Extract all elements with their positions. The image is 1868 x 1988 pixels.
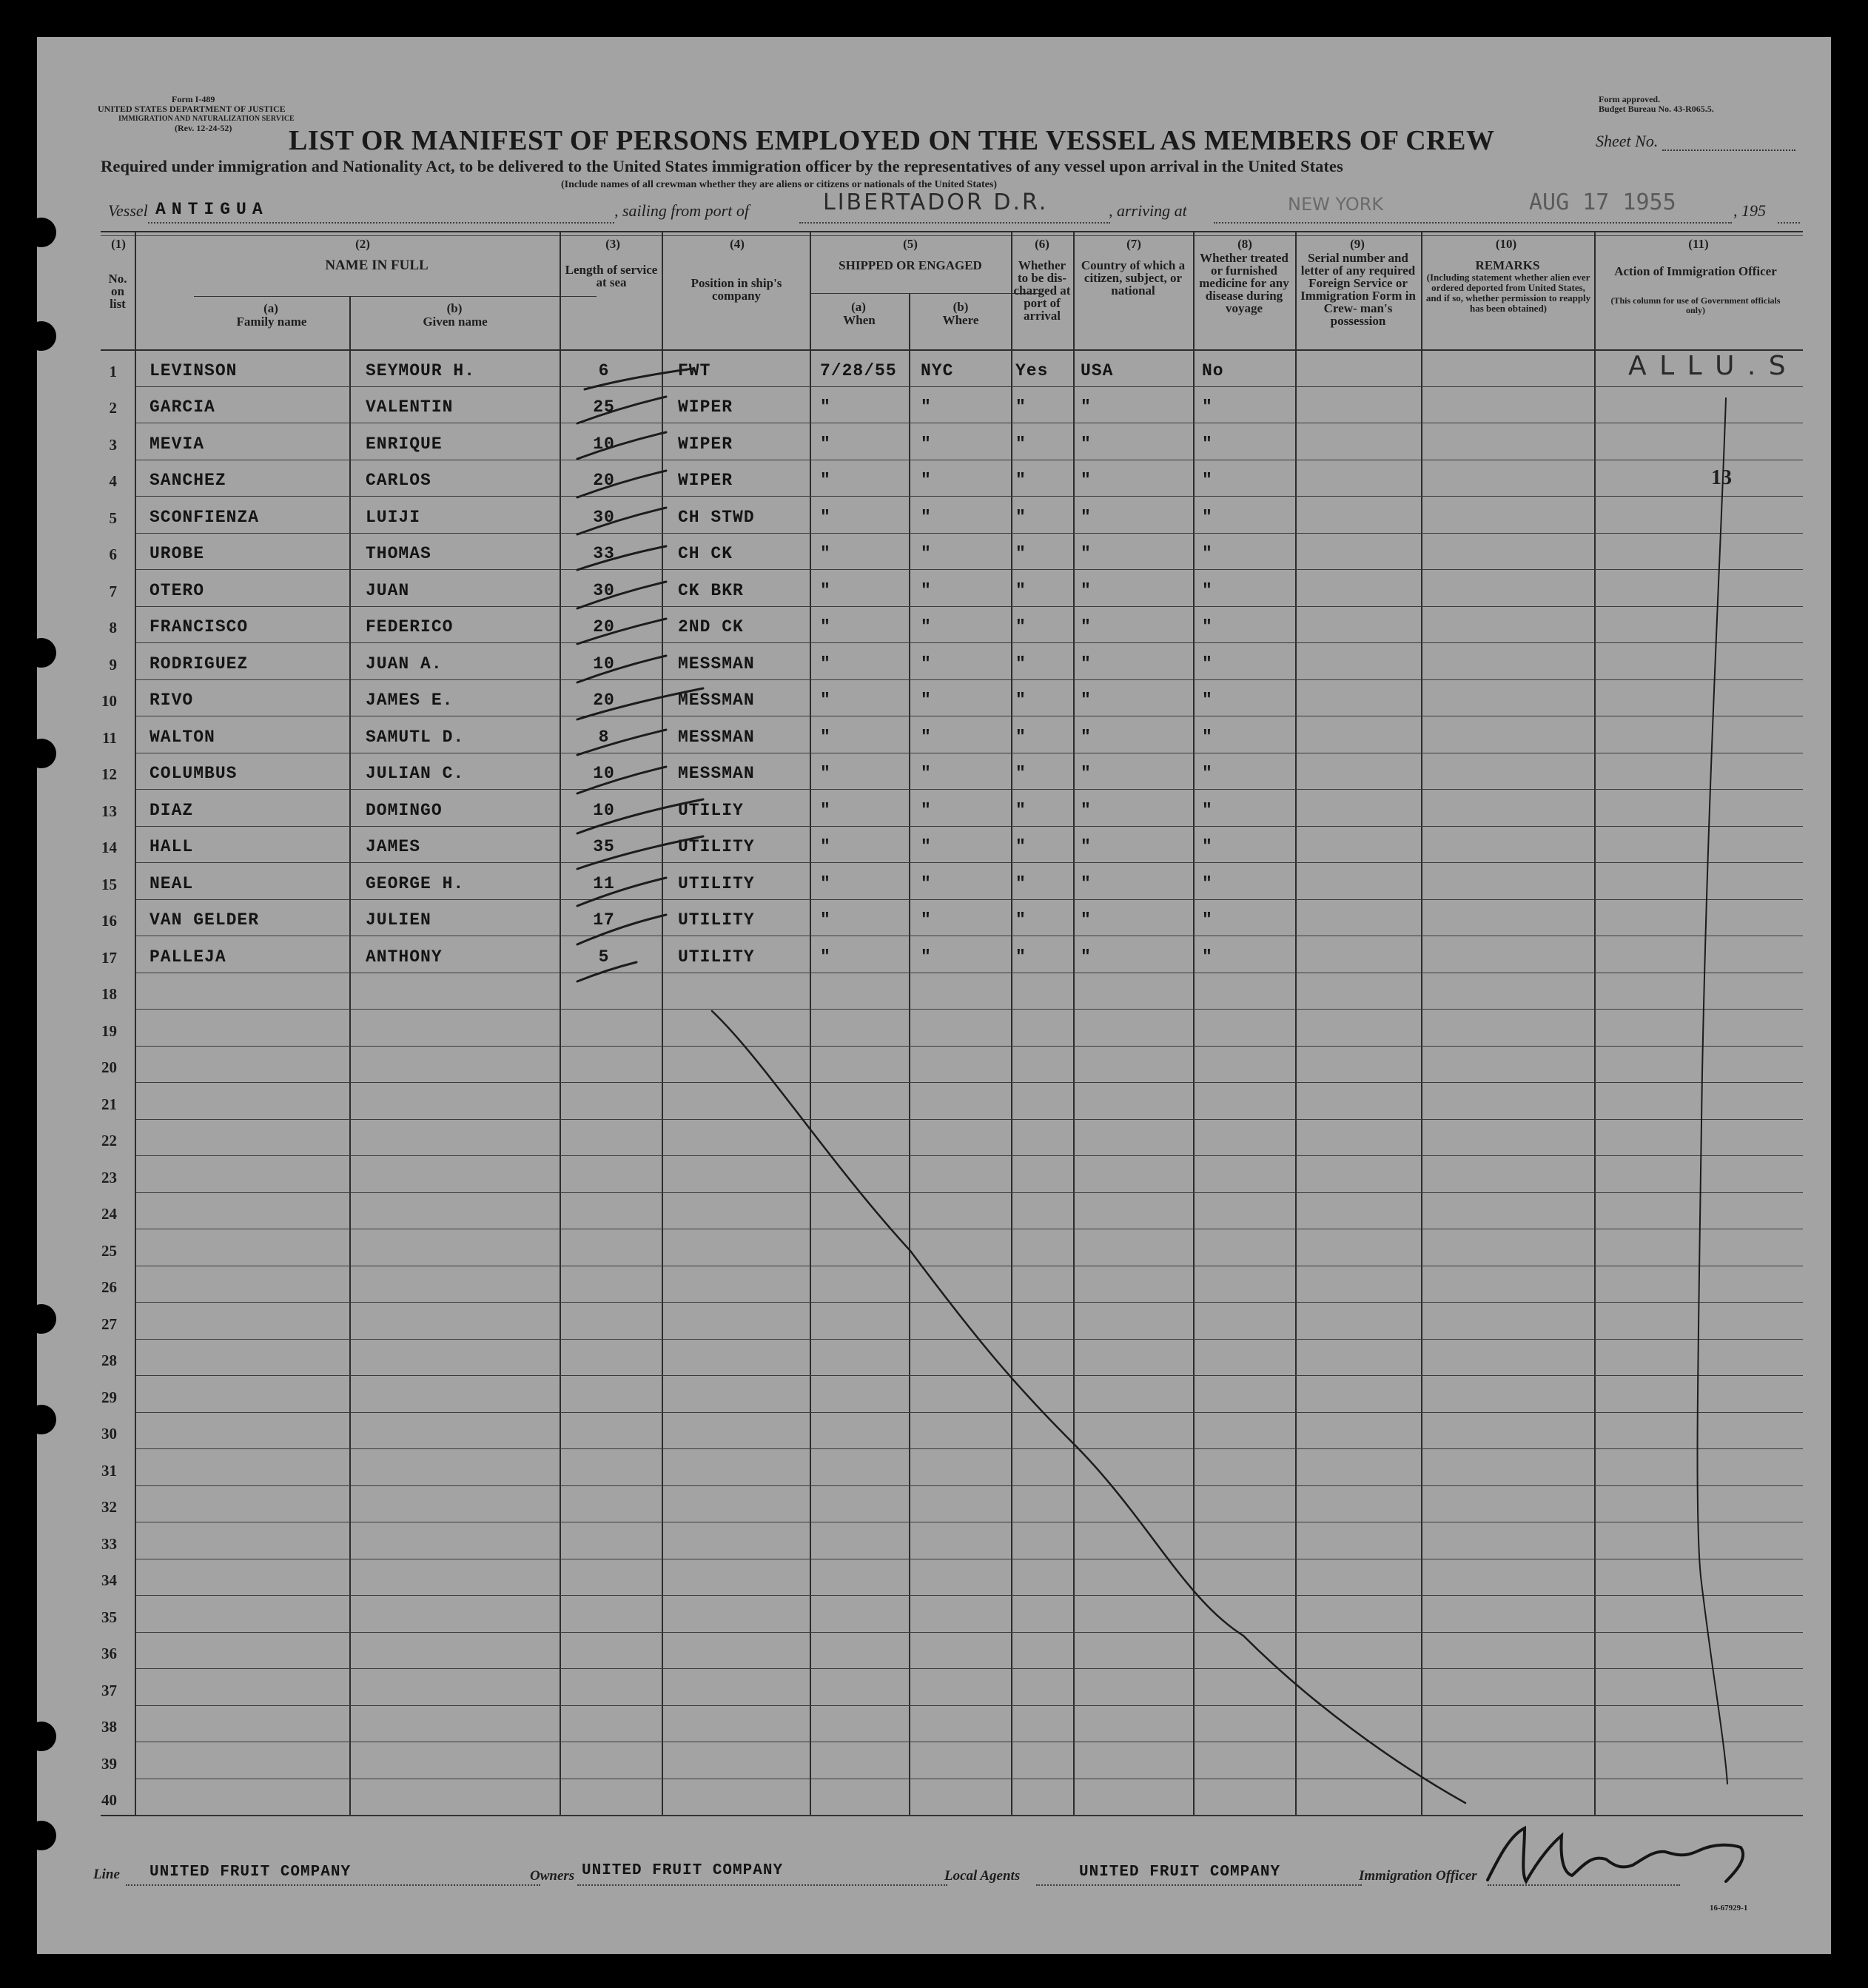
row-number: 18 [101,985,117,1003]
crew-shipped-when: " [820,544,831,563]
crew-shipped-where: " [921,434,932,454]
crew-shipped-when: " [820,471,831,490]
row-number: 39 [101,1754,117,1773]
line-company: UNITED FRUIT COMPANY [149,1864,352,1881]
row-number: 22 [101,1132,117,1149]
row-number: 40 [101,1791,117,1809]
col5-header: SHIPPED OR ENGAGED [839,258,982,272]
crew-citizenship-country: " [1081,691,1092,710]
crew-shipped-where: NYC [921,360,954,380]
row-number: 7 [109,582,117,600]
crew-service-length: 6 [598,360,610,380]
row-number: 37 [101,1681,117,1699]
col4-header: Position in ship's company [691,276,782,303]
col5a-header: When [843,313,876,327]
crew-shipped-when: " [820,580,831,600]
crew-position: CK BKR [678,580,744,600]
crew-family-name: DIAZ [149,800,194,820]
crew-medicine-status: " [1202,617,1213,637]
row-number: 4 [109,472,117,490]
crew-citizenship-country: " [1081,800,1092,820]
row-number: 15 [101,875,117,893]
crew-shipped-when: " [820,837,831,856]
crew-position: CH CK [678,544,733,563]
crew-discharge-status: " [1015,691,1027,710]
crew-position: WIPER [678,471,733,490]
crew-medicine-status: " [1202,471,1213,490]
col5-number: (5) [903,237,918,251]
row-number: 27 [101,1314,117,1333]
col11-header: Action of Immigration Officer [1614,264,1777,278]
form-approved: Form approved. [1599,94,1661,104]
crew-medicine-status: " [1202,397,1213,417]
row-number: 12 [101,765,117,783]
col8-number: (8) [1237,237,1252,251]
crew-family-name: PALLEJA [149,947,226,967]
crew-given-name: ENRIQUE [366,434,443,454]
row-number: 35 [101,1608,117,1626]
crew-given-name: ANTHONY [366,947,443,967]
crew-position: MESSMAN [678,691,755,710]
crew-shipped-where: " [921,471,932,490]
crew-service-length: 20 [593,691,615,710]
row-number: 3 [109,435,117,454]
crew-shipped-when: " [820,910,831,930]
crew-given-name: GEORGE H. [366,873,465,893]
row-number: 21 [101,1095,117,1113]
crew-medicine-status: " [1202,910,1213,930]
crew-family-name: FRANCISCO [149,617,249,637]
row-number: 19 [101,1021,117,1040]
row-number: 34 [101,1571,117,1589]
col6-header: Whether to be dis- charged at port of arrival [1013,258,1071,323]
col2-header: NAME IN FULL [325,258,429,273]
col2b-header: Given name [423,315,488,329]
crew-discharge-status: " [1015,654,1027,674]
crew-citizenship-country: " [1081,580,1092,600]
local-agents-company: UNITED FRUIT COMPANY [1079,1864,1281,1881]
crew-medicine-status: No [1202,360,1224,380]
crew-discharge-status: " [1015,727,1027,747]
crew-citizenship-country: " [1081,837,1092,856]
crew-family-name: SANCHEZ [149,471,226,490]
budget-number: Budget Bureau No. 43-R065.5. [1599,104,1714,114]
crew-family-name: NEAL [149,873,194,893]
row-number: 38 [101,1718,117,1736]
row-number: 31 [101,1461,117,1480]
row-number: 36 [101,1645,117,1662]
col2-number: (2) [355,237,370,251]
crew-family-name: SCONFIENZA [149,507,260,527]
col5a-number: (a) [851,300,866,314]
crew-shipped-where: " [921,910,932,930]
crew-discharge-status: " [1015,800,1027,820]
col3-number: (3) [605,237,620,251]
crew-service-length: 35 [593,837,615,856]
service-name: IMMIGRATION AND NATURALIZATION SERVICE [118,115,295,123]
crew-shipped-when: " [820,691,831,710]
sheet-number-label: Sheet No. [1596,132,1659,150]
crew-family-name: UROBE [149,544,205,563]
crew-citizenship-country: USA [1081,360,1114,380]
print-code: 16-67929-1 [1710,1904,1748,1913]
crew-citizenship-country: " [1081,910,1092,930]
local-agents-label: Local Agents [944,1868,1021,1884]
crew-discharge-status: " [1015,837,1027,856]
crew-service-length: 20 [593,471,615,490]
arrival-date: AUG 17 1955 [1529,189,1676,215]
col4-number: (4) [730,237,745,251]
crew-service-length: 10 [593,654,615,674]
crew-shipped-when: " [820,507,831,527]
col3-header: Length of service at sea [565,263,658,289]
form-title: LIST OR MANIFEST OF PERSONS EMPLOYED ON THE VESSEL AS MEMBERS OF CREW [289,125,1495,156]
crew-shipped-when: " [820,434,831,454]
row-number: 28 [101,1351,117,1369]
crew-family-name: LEVINSON [149,360,238,380]
row-number: 13 [101,802,117,820]
revision-date: (Rev. 12-24-52) [175,123,232,133]
vessel-name: ANTIGUA [155,200,269,219]
crew-family-name: WALTON [149,727,215,747]
crew-shipped-where: " [921,580,932,600]
row-number: 11 [102,728,117,747]
row-number: 16 [101,912,117,930]
crew-given-name: SEYMOUR H. [366,360,476,380]
crew-family-name: RODRIGUEZ [149,654,249,674]
crew-given-name: JAMES E. [366,691,454,710]
crew-medicine-status: " [1202,800,1213,820]
form-note: (Include names of all crewman whether they are aliens or citizens or nationals of the United States) [561,179,997,190]
crew-citizenship-country: " [1081,764,1092,783]
col6-number: (6) [1035,237,1049,251]
vessel-label: Vessel [108,201,148,220]
crew-position: UTILITY [678,837,755,856]
departure-port: LIBERTADOR D.R. [823,189,1049,215]
col11-subheader: (This column for use of Government officials only) [1610,295,1781,315]
crew-shipped-where: " [921,873,932,893]
crew-family-name: COLUMBUS [149,764,238,783]
crew-medicine-status: " [1202,544,1213,563]
manifest-sheet [37,37,1831,1954]
col1-header: No. on list [108,272,127,311]
col10-header: REMARKS [1475,258,1540,272]
crew-position: MESSMAN [678,727,755,747]
crew-given-name: JUAN [366,580,410,600]
col1-number: (1) [111,237,126,251]
crew-shipped-where: " [921,800,932,820]
crew-medicine-status: " [1202,837,1213,856]
crew-given-name: VALENTIN [366,397,454,417]
arriving-at-label: , arriving at [1109,201,1187,220]
crew-discharge-status: Yes [1015,360,1049,380]
crew-service-length: 11 [593,873,615,893]
immigration-officer-label: Immigration Officer [1359,1868,1477,1884]
crew-shipped-when: " [820,947,831,967]
col2b-number: (b) [446,301,463,315]
crew-shipped-when: 7/28/55 [820,360,897,380]
crew-shipped-where: " [921,691,932,710]
crew-given-name: SAMUTL D. [366,727,465,747]
count-mark: 13 [1711,466,1732,489]
crew-discharge-status: " [1015,764,1027,783]
crew-position: WIPER [678,397,733,417]
crew-discharge-status: " [1015,910,1027,930]
crew-citizenship-country: " [1081,397,1092,417]
crew-position: CH STWD [678,507,755,527]
crew-citizenship-country: " [1081,471,1092,490]
crew-service-length: 33 [593,544,615,563]
col10-number: (10) [1495,237,1517,251]
crew-family-name: OTERO [149,580,205,600]
row-number: 1 [109,362,117,380]
crew-position: UTILIY [678,800,744,820]
crew-shipped-when: " [820,617,831,637]
crew-shipped-where: " [921,617,932,637]
crew-citizenship-country: " [1081,544,1092,563]
crew-position: UTILITY [678,947,755,967]
crew-citizenship-country: " [1081,434,1092,454]
crew-position: UTILITY [678,873,755,893]
crew-service-length: 10 [593,800,615,820]
form-number: Form I-489 [172,94,215,104]
crew-medicine-status: " [1202,654,1213,674]
crew-shipped-where: " [921,654,932,674]
crew-shipped-when: " [820,764,831,783]
year-label: , 195 [1733,201,1766,220]
crew-family-name: GARCIA [149,397,215,417]
crew-service-length: 25 [593,397,615,417]
crew-citizenship-country: " [1081,873,1092,893]
col8-header: Whether treated or furnished medicine for any disease during voyage [1199,251,1289,315]
row-number: 5 [109,508,117,527]
row-number: 26 [101,1278,117,1296]
crew-discharge-status: " [1015,471,1027,490]
crew-given-name: FEDERICO [366,617,454,637]
crew-discharge-status: " [1015,873,1027,893]
crew-service-length: 10 [593,764,615,783]
crew-shipped-where: " [921,764,932,783]
crew-medicine-status: " [1202,947,1213,967]
crew-shipped-when: " [820,397,831,417]
crew-given-name: JULIAN C. [366,764,465,783]
col11-number: (11) [1688,237,1709,251]
sailing-from-label: , sailing from port of [614,201,749,220]
crew-family-name: HALL [149,837,194,856]
col5b-header: Where [942,313,979,327]
crew-medicine-status: " [1202,764,1213,783]
crew-shipped-when: " [820,654,831,674]
crew-discharge-status: " [1015,617,1027,637]
crew-citizenship-country: " [1081,947,1092,967]
crew-position: UTILITY [678,910,755,930]
crew-medicine-status: " [1202,507,1213,527]
row-number: 30 [101,1425,117,1443]
row-number: 33 [101,1534,117,1553]
crew-shipped-when: " [820,727,831,747]
agency-name: UNITED STATES DEPARTMENT OF JUSTICE [98,104,286,114]
crew-shipped-when: " [820,873,831,893]
crew-citizenship-country: " [1081,654,1092,674]
col9-number: (9) [1350,237,1365,251]
crew-shipped-where: " [921,837,932,856]
crew-position: WIPER [678,434,733,454]
crew-medicine-status: " [1202,691,1213,710]
crew-discharge-status: " [1015,397,1027,417]
owners-label: Owners [530,1868,575,1884]
crew-discharge-status: " [1015,434,1027,454]
crew-given-name: DOMINGO [366,800,443,820]
row-number: 25 [101,1241,117,1260]
row-number: 8 [109,619,117,637]
crew-shipped-where: " [921,727,932,747]
crew-given-name: JAMES [366,837,421,856]
col7-header: Country of which a citizen, subject, or national [1081,258,1186,298]
crew-position: MESSMAN [678,764,755,783]
crew-discharge-status: " [1015,580,1027,600]
officer-signature [37,37,1831,1954]
row-number: 6 [109,545,117,563]
crew-service-length: 30 [593,507,615,527]
crew-family-name: MEVIA [149,434,205,454]
row-number: 2 [109,399,117,417]
row-number: 29 [101,1388,117,1406]
row-number: 20 [101,1058,117,1076]
crew-citizenship-country: " [1081,507,1092,527]
crew-service-length: 5 [598,947,610,967]
crew-service-length: 20 [593,617,615,637]
crew-shipped-where: " [921,947,932,967]
crew-service-length: 8 [598,727,610,747]
col2a-number: (a) [263,301,278,315]
crew-service-length: 10 [593,434,615,454]
crew-given-name: THOMAS [366,544,431,563]
col9-header: Serial number and letter of any required Foreign Service or Immigration Form in Crew- man's possession [1300,251,1416,328]
owners-company: UNITED FRUIT COMPANY [582,1862,784,1879]
crew-discharge-status: " [1015,544,1027,563]
crew-position: 2ND CK [678,617,744,637]
col2a-header: Family name [236,315,307,329]
form-subtitle: Required under immigration and Nationality Act, to be delivered to the United States immigration officer by the representatives of any vessel upon arrival in the United States [101,157,1343,175]
crew-given-name: LUIJI [366,507,421,527]
col10-subheader: (Including statement whether alien ever ordered deported from United States, and if so, whether permission to reapply has been obtained) [1425,272,1591,314]
row-number: 14 [101,839,117,856]
crew-shipped-where: " [921,507,932,527]
row-number: 9 [109,655,117,674]
row-number: 32 [101,1498,117,1516]
crew-citizenship-country: " [1081,727,1092,747]
row-number: 17 [101,948,117,967]
crew-shipped-when: " [820,800,831,820]
crew-given-name: JULIEN [366,910,431,930]
crew-shipped-where: " [921,397,932,417]
crew-given-name: CARLOS [366,471,431,490]
crew-medicine-status: " [1202,873,1213,893]
crew-service-length: 17 [593,910,615,930]
col5b-number: (b) [953,300,969,314]
action-mark: A L L U . S [1628,351,1788,381]
col7-number: (7) [1126,237,1141,251]
row-number: 23 [101,1168,117,1186]
crew-family-name: RIVO [149,691,194,710]
crew-service-length: 30 [593,580,615,600]
crew-discharge-status: " [1015,507,1027,527]
row-number: 24 [101,1205,117,1223]
row-number: 10 [101,692,117,710]
crew-citizenship-country: " [1081,617,1092,637]
crew-medicine-status: " [1202,580,1213,600]
crew-discharge-status: " [1015,947,1027,967]
crew-given-name: JUAN A. [366,654,443,674]
crew-medicine-status: " [1202,727,1213,747]
crew-position: FWT [678,360,711,380]
crew-position: MESSMAN [678,654,755,674]
line-label: Line [93,1867,120,1882]
crew-family-name: VAN GELDER [149,910,260,930]
crew-medicine-status: " [1202,434,1213,454]
arrival-port: NEW YORK [1288,194,1384,215]
crew-shipped-where: " [921,544,932,563]
